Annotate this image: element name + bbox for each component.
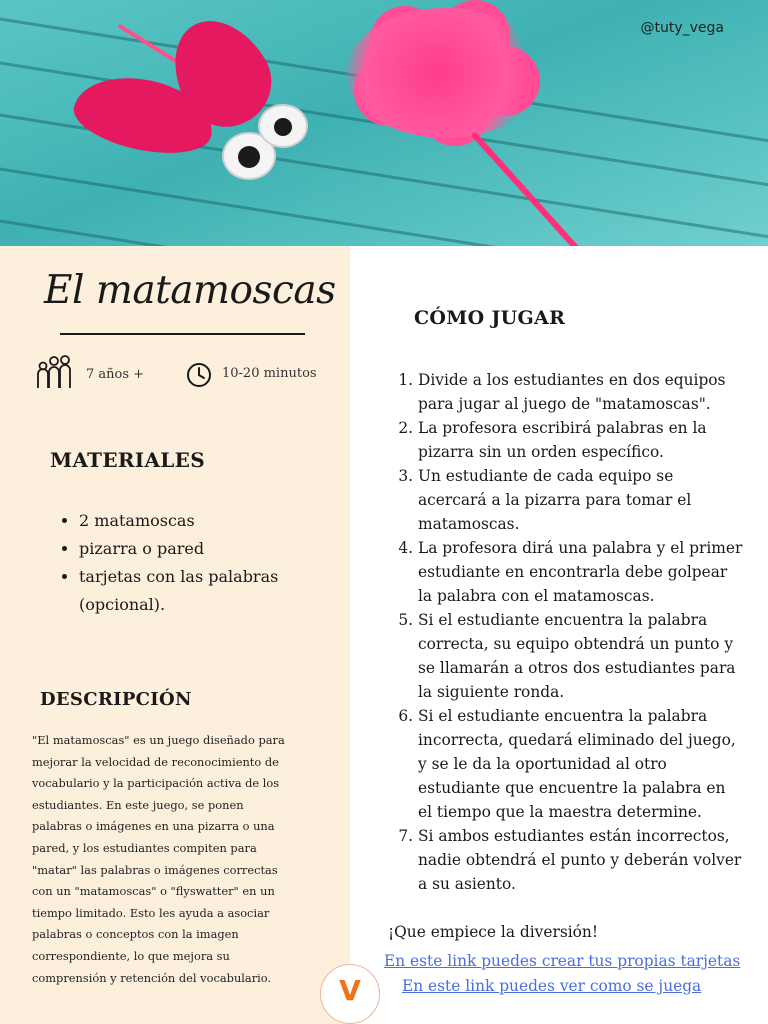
watch-game-link[interactable]: En este link puedes ver como se juega — [402, 977, 702, 995]
hero-photo — [0, 0, 768, 246]
wood-plank-line — [0, 158, 768, 246]
create-cards-link[interactable]: En este link puedes crear tus propias tarjetas — [384, 952, 741, 970]
step-item: 5. Si el estudiante encuentra la palabra correcta, su equipo obtendrá un punto y se llamarán a otros dos estudiantes para la siguiente ronda. — [418, 608, 744, 704]
how-to-play-heading: CÓMO JUGAR — [414, 307, 566, 329]
family-icon — [34, 352, 74, 390]
list-item: • pizarra o pared — [79, 535, 339, 563]
materials-heading: MATERIALES — [50, 448, 205, 472]
duration: 10-20 minutos — [222, 366, 317, 381]
title-divider — [60, 333, 305, 335]
author-handle: @tuty_vega — [640, 20, 724, 36]
step-item: 6. Si el estudiante encuentra la palabra incorrecta, quedará eliminado del juego, y se le da la oportunidad al otro estudiante que encuentre la palabra en el tiempo que la maestra determine. — [418, 704, 744, 824]
flyswatter-head — [346, 8, 546, 138]
logo-mark: V — [339, 974, 361, 1007]
step-item: 2. La profesora escribirá palabras en la pizarra sin un orden específico. — [418, 416, 744, 464]
step-item: 7. Si ambos estudiantes están incorrectos, nadie obtendrá el punto y deberán volver a su asiento. — [418, 824, 744, 896]
description-text: "El matamoscas" es un juego diseñado para mejorar la velocidad de reconocimiento de vocabulario y la participación activa de los estudiantes. En este juego, se ponen palabras o imágenes en una pizarra o una pared, y los estudiantes compiten para "matar" las palabras o imágenes correctas con un "matamoscas" o "flyswatter" en un tiempo limitado. Esto les ayuda a asociar palabras o conceptos con la imagen correspondiente, lo que mejora su comprensión y retención del vocabulario. — [32, 733, 285, 985]
step-item: 1. Divide a los estudiantes en dos equipos para jugar al juego de "matamoscas". — [418, 368, 744, 416]
page-title: El matamoscas — [44, 268, 336, 313]
googly-eye — [258, 104, 308, 148]
step-item: 3. Un estudiante de cada equipo se acercará a la pizarra para tomar el matamoscas. — [418, 464, 744, 536]
materials-list — [50, 507, 339, 619]
list-item: • 2 matamoscas — [79, 507, 339, 535]
step-item: 4. La profesora dirá una palabra y el primer estudiante en encontrarla debe golpear la palabra con el matamoscas. — [418, 536, 744, 608]
list-item: • tarjetas con las palabras (opcional). — [79, 563, 339, 619]
age-range: 7 años + — [86, 367, 145, 382]
v-logo — [320, 964, 380, 1024]
clock-icon — [186, 362, 212, 388]
description-heading: DESCRIPCIÓN — [40, 689, 192, 710]
closing-line: ¡Que empiece la diversión! — [388, 923, 599, 941]
steps-list — [400, 368, 744, 896]
